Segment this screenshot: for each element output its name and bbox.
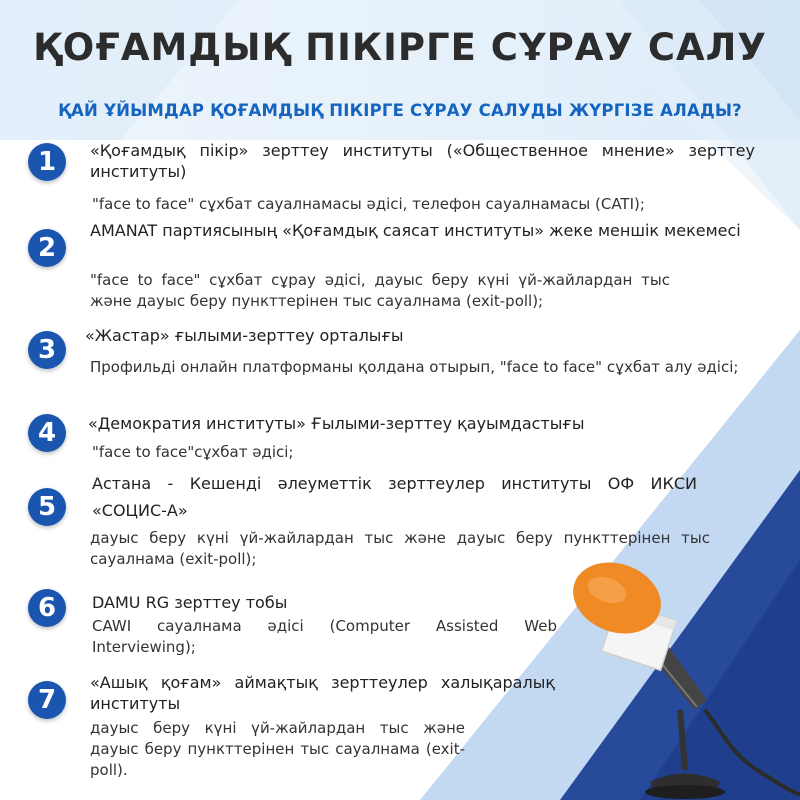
survey-method: Профильді онлайн платформаны қолдана отырып, "face to face" сұхбат алу әдісі; xyxy=(90,358,739,376)
survey-method: "face to face" сұхбат сұрау әдісі, дауыс беру күні үй-жайлардан тыс және дауыс беру пункттерінен тыс сауалнама (exit-poll); xyxy=(90,271,670,310)
organization-name: «Демократия институты» Ғылыми-зерттеу қауымдастығы xyxy=(88,414,585,433)
item-number-badge: 3 xyxy=(28,331,66,369)
item-number-badge: 1 xyxy=(28,143,66,181)
item-number-badge: 7 xyxy=(28,681,66,719)
survey-method: CAWI сауалнама әдісі (Computer Assisted Web Interviewing); xyxy=(92,617,557,656)
survey-method: дауыс беру күні үй-жайлардан тыс және дауыс беру пункттерінен тыс сауалнама (exit-poll). xyxy=(90,719,465,779)
microphone-illustration xyxy=(555,560,800,800)
page-title: ҚОҒАМДЫҚ ПІКІРГЕ СҰРАУ САЛУ xyxy=(33,26,767,69)
item-number-badge: 5 xyxy=(28,488,66,526)
survey-method: дауыс беру күні үй-жайлардан тыс және дауыс беру пункттерінен тыс сауалнама (exit-poll); xyxy=(90,529,710,568)
organization-name: Астана - Кешенді әлеуметтік зерттеулер институты ОФ ИКСИ «СОЦИС-А» xyxy=(92,474,697,520)
item-number-badge: 2 xyxy=(28,229,66,267)
item-number-badge: 4 xyxy=(28,414,66,452)
survey-method: "face to face"сұхбат әдісі; xyxy=(92,443,294,461)
organization-name: «Жастар» ғылыми-зерттеу орталығы xyxy=(85,326,404,345)
organization-name: AMANAT партиясының «Қоғамдық саясат институты» жеке меншік мекемесі xyxy=(90,221,741,240)
page-subtitle: ҚАЙ ҰЙЫМДАР ҚОҒАМДЫҚ ПІКІРГЕ СҰРАУ САЛУДЫ ЖҮРГІЗЕ АЛАДЫ? xyxy=(58,101,742,120)
organization-name: «Қоғамдық пікір» зерттеу институты («Общественное мнение» зерттеу институты) xyxy=(90,141,755,181)
survey-method: "face to face" сұхбат сауалнамасы әдісі, телефон сауалнамасы (CATI); xyxy=(92,195,645,213)
organization-name: DAMU RG зерттеу тобы xyxy=(92,593,288,612)
item-number-badge: 6 xyxy=(28,589,66,627)
organization-name: «Ашық қоғам» аймақтық зерттеулер халықаралық институты xyxy=(90,673,555,713)
